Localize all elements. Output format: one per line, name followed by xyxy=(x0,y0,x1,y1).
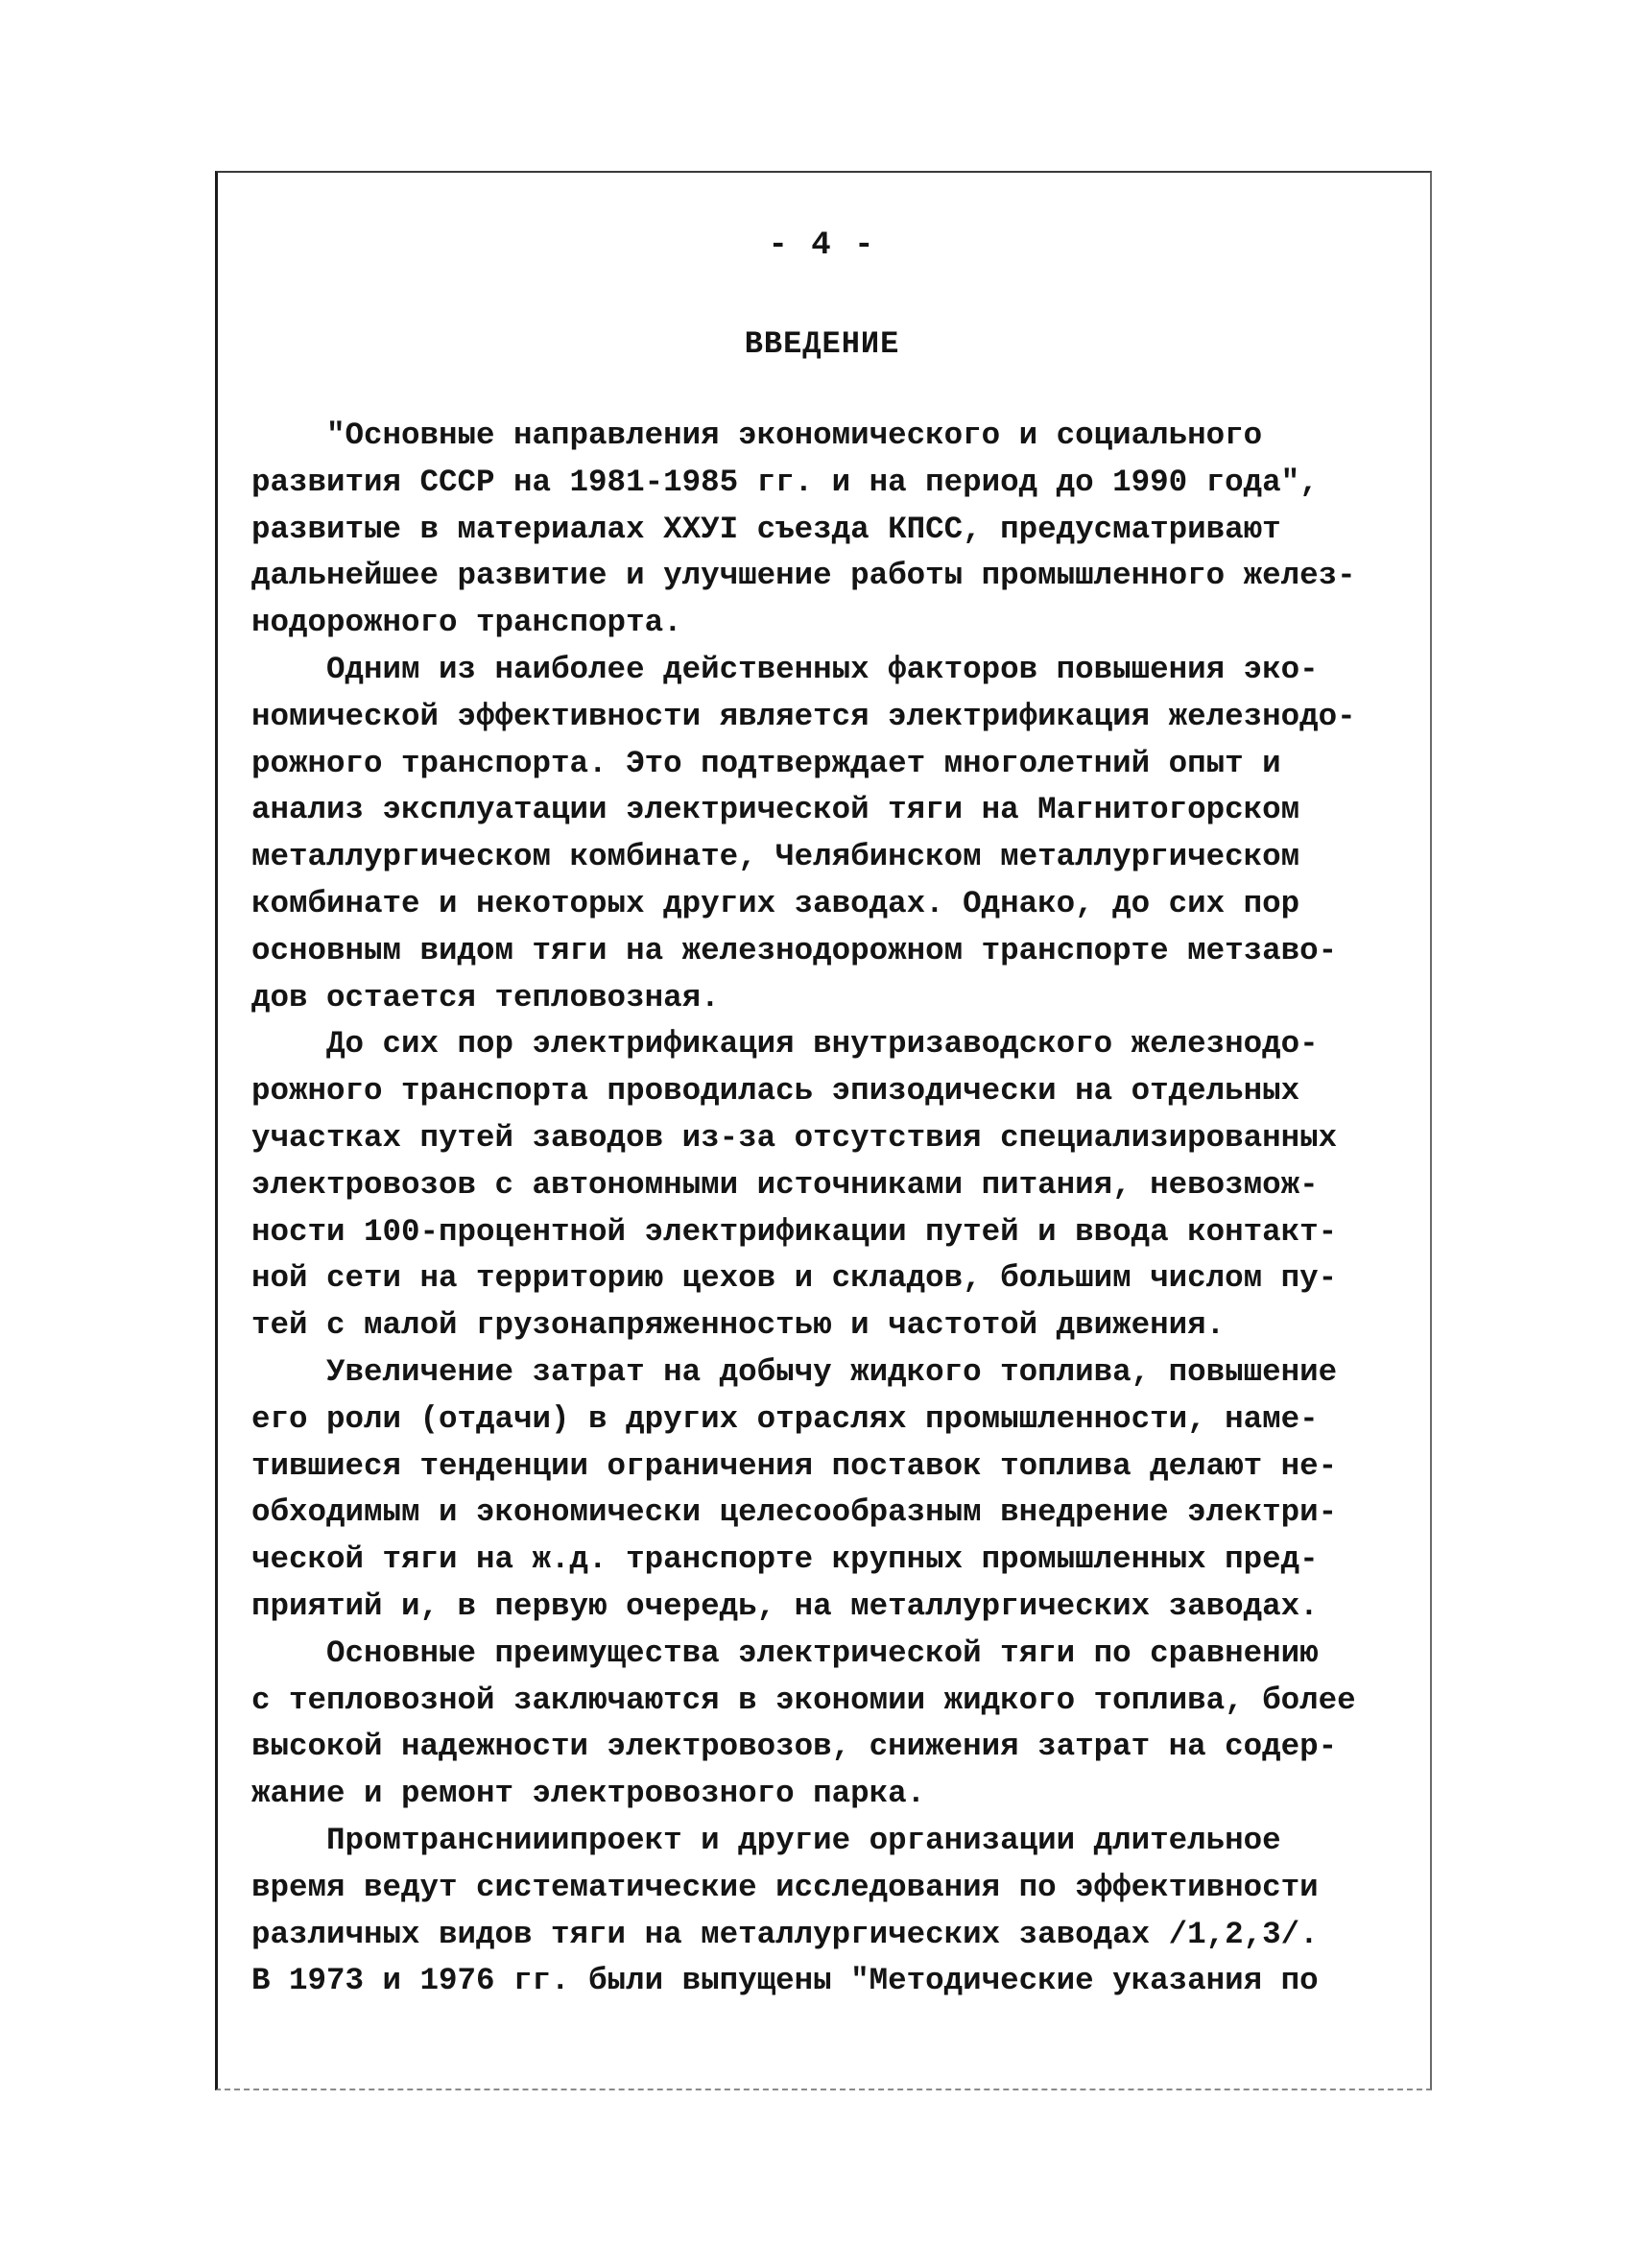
text-line: Увеличение затрат на добычу жидкого топлива, повышение xyxy=(251,1353,1338,1390)
text-line: В 1973 и 1976 гг. были выпущены "Методические указания по xyxy=(251,1963,1319,1999)
text-line: номической эффективности является электрификация железнодо- xyxy=(251,698,1356,734)
text-line: рожного транспорта проводилась эпизодически на отдельных xyxy=(251,1073,1300,1110)
page-number: - 4 - xyxy=(768,227,876,264)
text-line: рожного транспорта. Это подтверждает многолетний опыт и xyxy=(251,745,1281,781)
text-line: ности 100-процентной электрификации путей и ввода контакт- xyxy=(251,1213,1338,1250)
text-line: развития СССР на 1981-1985 гг. и на период до 1990 года", xyxy=(251,464,1319,500)
text-line: приятий и, в первую очередь, на металлургических заводах. xyxy=(251,1588,1319,1624)
text-line: участках путей заводов из-за отсутствия специализированных xyxy=(251,1119,1338,1156)
text-line: электровозов с автономными источниками питания, невозмож- xyxy=(251,1166,1319,1203)
text-line: тей с малой грузонапряженностью и частотой движения. xyxy=(251,1307,1226,1344)
text-line: "Основные направления экономического и социального xyxy=(251,418,1263,453)
text-line: его роли (отдачи) в других отраслях промышленности, наме- xyxy=(251,1400,1319,1437)
body-text xyxy=(251,413,1422,2005)
text-line: ческой тяги на ж.д. транспорте крупных промышленных пред- xyxy=(251,1541,1319,1578)
text-line: Промтранснииипроект и другие организации длительное xyxy=(251,1822,1281,1858)
text-line: нодорожного транспорта. xyxy=(251,605,682,641)
text-line: До сих пор электрификация внутризаводского железнодо- xyxy=(251,1026,1319,1062)
section-heading: ВВЕДЕНИЕ xyxy=(744,326,900,362)
text-line: обходимым и экономически целесообразным внедрение электри- xyxy=(251,1494,1338,1531)
text-line: ной сети на территорию цехов и складов, большим числом пу- xyxy=(251,1260,1338,1297)
text-line: основным видом тяги на железнодорожном транспорте метзаво- xyxy=(251,932,1338,968)
text-line: время ведут систематические исследования по эффективности xyxy=(251,1869,1319,1905)
text-line: металлургическом комбинате, Челябинском металлургическом xyxy=(251,839,1300,875)
text-line: комбинате и некоторых других заводах. Однако, до сих пор xyxy=(251,885,1300,921)
text-line: высокой надежности электровозов, снижения затрат на содер- xyxy=(251,1729,1338,1765)
text-line: различных видов тяги на металлургических заводах /1,2,3/. xyxy=(251,1916,1319,1952)
text-line: жание и ремонт электровозного парка. xyxy=(251,1776,926,1812)
text-line: с тепловозной заключаются в экономии жидкого топлива, более xyxy=(251,1682,1356,1718)
text-line: дальнейшее развитие и улучшение работы промышленного желез- xyxy=(251,558,1356,594)
text-line: анализ эксплуатации электрической тяги на Магнитогорском xyxy=(251,792,1300,828)
text-line: Основные преимущества электрической тяги по сравнению xyxy=(251,1635,1319,1671)
text-line: развитые в материалах XXУI съезда КПСС, предусматривают xyxy=(251,511,1281,547)
text-line: Одним из наиболее действенных факторов повышения эко- xyxy=(251,651,1319,687)
text-line: дов остается тепловозная. xyxy=(251,979,720,1015)
text-line: тившиеся тенденции ограничения поставок топлива делают не- xyxy=(251,1447,1338,1484)
